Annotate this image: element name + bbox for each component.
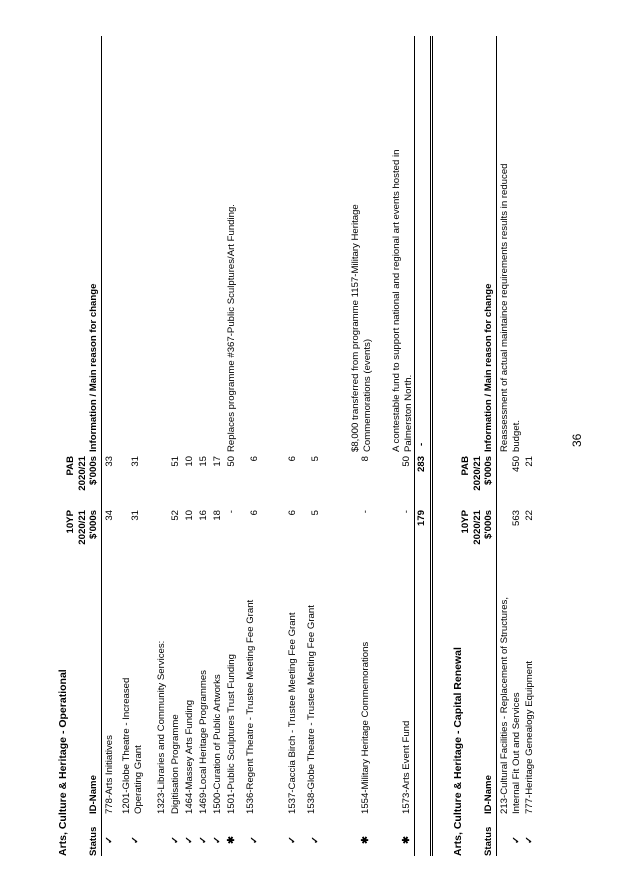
row-10yp-value: 52	[170, 510, 181, 521]
row-pab-value: 31	[130, 456, 141, 467]
status-icon: ✱	[226, 835, 237, 845]
status-icon: ✓	[524, 835, 535, 845]
header-divider	[496, 36, 497, 856]
row-10yp-value: 563	[511, 510, 522, 527]
row-pab-value: 51	[170, 456, 181, 467]
row-info: A contestable fund to support national and regional art events hosted in Palmerston North.	[391, 149, 414, 452]
row-pab-value: 17	[212, 456, 223, 467]
status-icon: ✓	[184, 835, 195, 845]
row-pab-value: 6	[287, 456, 298, 462]
row-10yp-value: 16	[198, 510, 209, 521]
status-icon: ✓	[310, 835, 321, 845]
status-icon: ✱	[360, 835, 371, 845]
total-10yp: 179	[416, 510, 427, 527]
row-name: 1464-Massey Arts Funding	[184, 699, 195, 814]
row-name: Digitisation Programme	[170, 714, 181, 814]
row-10yp-value: -	[360, 510, 371, 514]
row-pab-value: 50	[401, 456, 412, 467]
row-10yp-value: 31	[130, 510, 141, 521]
status-icon: ✓	[287, 835, 298, 845]
row-info: $8,000 transferred from programme 1157-Military Heritage Commemorations (events)	[350, 204, 373, 452]
row-name: 1536-Regent Theatre - Trustee Meeting Fee Grant	[245, 599, 256, 814]
header-divider	[101, 36, 102, 856]
total-divider	[414, 36, 415, 856]
total-double-divider	[430, 36, 433, 856]
row-10yp-value: 22	[524, 510, 535, 521]
row-10yp-value: 6	[287, 510, 298, 516]
row-10yp-value: -	[226, 510, 237, 514]
status-icon: ✓	[104, 835, 115, 845]
row-name: 1573-Arts Event Fund	[401, 720, 412, 814]
status-header: Status	[483, 826, 494, 856]
row-10yp-value: 18	[212, 510, 223, 521]
status-icon: ✓	[198, 835, 209, 845]
status-icon: ✓	[511, 835, 522, 845]
section-title: Arts, Culture & Heritage - Operational	[57, 669, 69, 856]
total-pab: 283	[416, 456, 427, 473]
row-pab-value: 33	[104, 456, 115, 467]
col1-header: 10YP 2020/21 $'000s	[65, 510, 99, 545]
row-pab-value: 6	[249, 456, 260, 462]
row-10yp-value: 6	[249, 510, 260, 516]
info-header: Information / Main reason for change	[483, 283, 494, 452]
total-info: -	[416, 442, 427, 446]
section-title: Arts, Culture & Heritage - Capital Renewal	[452, 647, 464, 856]
info-header: Information / Main reason for change	[88, 283, 99, 452]
status-icon: ✱	[401, 835, 412, 845]
status-icon: ✓	[212, 835, 223, 845]
page-number: 36	[570, 433, 584, 447]
row-pab-value: 15	[198, 456, 209, 467]
row-name: 1500-Curation of Public Artworks	[212, 674, 223, 814]
id-name-header: ID-Name	[483, 775, 494, 814]
row-name: 1323-Libraries and Community Services:	[156, 640, 167, 814]
row-name: 1537-Caccia Birch - Trustee Meeting Fee Grant	[287, 612, 298, 814]
row-10yp-value: 34	[104, 510, 115, 521]
row-name: 1538-Globe Theatre - Trustee Meeting Fee Grant	[306, 605, 317, 814]
row-pab-value: 8	[360, 456, 371, 462]
row-name: 778-Arts Initiatives	[104, 735, 115, 814]
row-name: 1554-Military Heritage Commemorations	[360, 641, 371, 814]
row-name: 1501-Public Sculptures Trust Funding	[226, 654, 237, 814]
row-10yp-value: 10	[184, 510, 195, 521]
row-name: 1201-Globe Theatre - Increased Operating Grant	[121, 677, 144, 814]
row-pab-value: 10	[184, 456, 195, 467]
row-10yp-value: 5	[310, 510, 321, 516]
row-name: 213-Cultural Facilities - Replacement of Structures, Internal Fit Out and Services	[499, 596, 522, 814]
status-icon: ✓	[130, 835, 141, 845]
status-icon: ✓	[170, 835, 181, 845]
row-pab-value: 21	[524, 456, 535, 467]
row-pab-value: 5	[310, 456, 321, 462]
id-name-header: ID-Name	[88, 775, 99, 814]
row-info: Replaces programme #367-Public Sculptures/Art Funding.	[226, 204, 237, 452]
col1-header: 10YP 2020/21 $'000s	[460, 510, 494, 545]
row-name: 1469-Local Heritage Programmes	[198, 670, 209, 814]
row-name: 777-Heritage Genealogy Equipment	[524, 660, 535, 814]
row-pab-value: 450	[511, 456, 522, 473]
col2-header: PAB 2020/21 $'000s	[65, 456, 99, 491]
status-header: Status	[88, 826, 99, 856]
row-pab-value: 50	[226, 456, 237, 467]
col2-header: PAB 2020/21 $'000s	[460, 456, 494, 491]
row-10yp-value: -	[401, 510, 412, 514]
status-icon: ✓	[249, 835, 260, 845]
row-info: Reassessment of actual maintaince requirements results in reduced budget.	[499, 163, 522, 452]
